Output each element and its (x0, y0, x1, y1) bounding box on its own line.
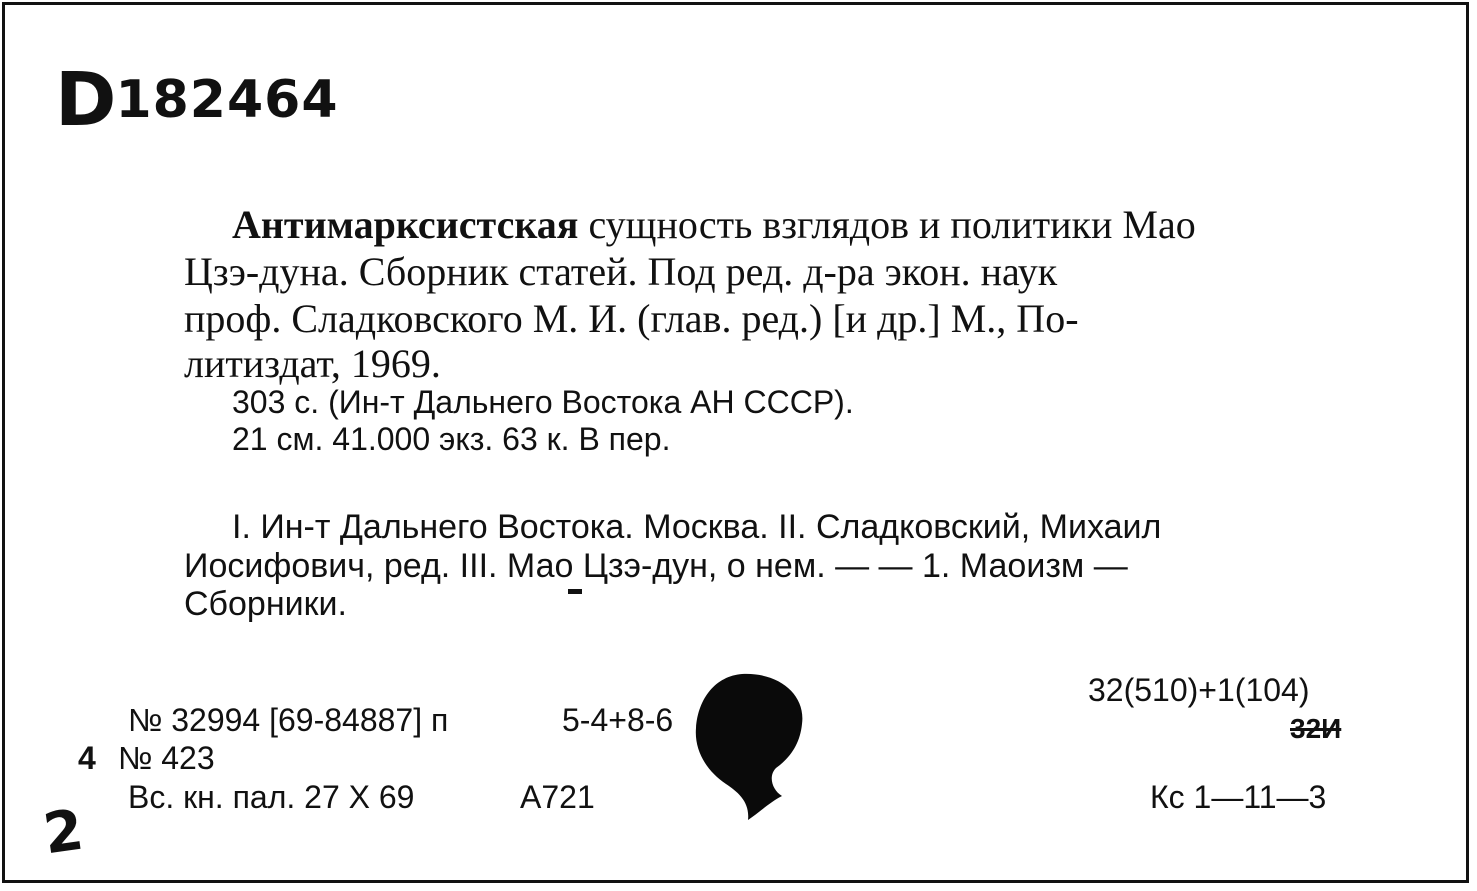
udc-code: 32(510)+1(104) (1088, 672, 1310, 708)
printer-code: А721 (520, 779, 595, 815)
classification-code: 5-4+8-6 (562, 702, 674, 738)
call-number-prefix: D (55, 57, 118, 143)
handwritten-mark: 2 (39, 797, 88, 868)
title-bold: Антимарксистская (232, 202, 579, 247)
registration-number: № 32994 [69-84887] п (128, 702, 449, 738)
price-code: Кс 1—11—3 (1150, 779, 1327, 815)
pages-line: 303 с. (Ин-т Дальнего Востока АН СССР). (232, 384, 854, 420)
call-number (55, 55, 339, 143)
format-line: 21 см. 41.000 экз. 63 к. В пер. (232, 421, 671, 457)
headings-line-3: Сборники. (184, 585, 347, 623)
chamber-line: Вс. кн. пал. 27 X 69 (128, 779, 415, 815)
headings-line-1: I. Ин-т Дальнего Востока. Москва. II. Сладковский, Михаил (232, 508, 1162, 546)
order-number: № 423 (118, 740, 215, 776)
ink-blot (690, 672, 808, 822)
count-prefix: 4 (78, 740, 96, 776)
title-rest: сущность взглядов и политики Мао (578, 202, 1196, 247)
udc-code-struck: 32И (1290, 713, 1342, 744)
title-line-3: проф. Сладковского М. И. (глав. ред.) [и др.] М., По- (184, 296, 1079, 341)
title-line-2: Цзэ-дуна. Сборник статей. Под ред. д-ра экон. наук (184, 249, 1058, 294)
headings-line-2: Иосифович, ред. III. Мао Цзэ-дун, о нем. — — 1. Маоизм — (184, 547, 1128, 585)
call-number-value: 182464 (115, 70, 339, 130)
ink-mark (568, 589, 582, 594)
title-line-1 (232, 203, 1196, 247)
title-line-4: литиздат, 1969. (184, 341, 441, 386)
